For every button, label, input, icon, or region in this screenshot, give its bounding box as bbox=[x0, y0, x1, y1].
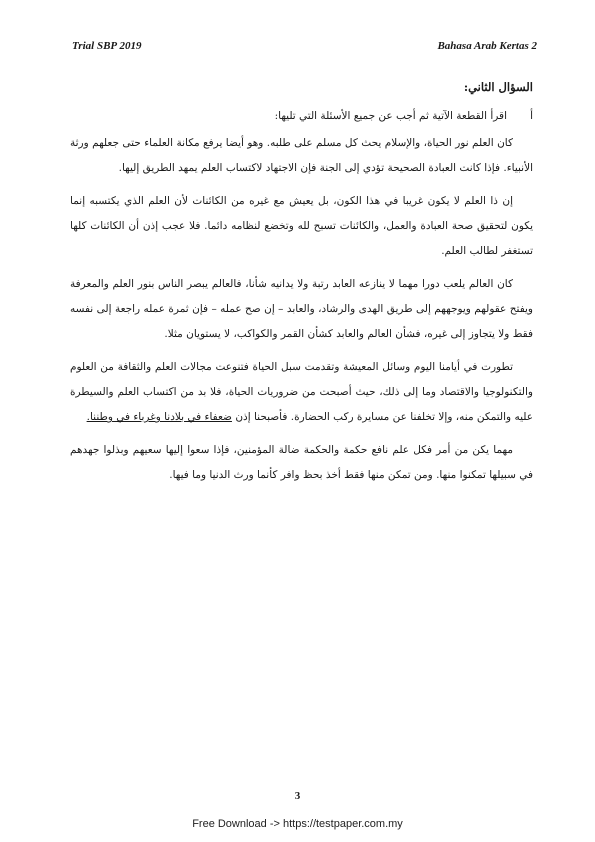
instruction-text: اقرأ القطعة الآتية ثم أجب عن جميع الأسئلة التي تليها: bbox=[274, 110, 507, 122]
instruction bbox=[70, 104, 533, 129]
footer-link[interactable]: Free Download -> https://testpaper.com.my bbox=[192, 818, 403, 830]
paragraph-4-text: تطورت في أيامنا اليوم وسائل المعيشة وتقدمت سبل الحياة فتنوعت مجالات العلم والثقافة من العلوم والتكنولوجيا والاقتصاد وما إلى ذلك، حيث أصبحت من ضروريات الحياة، فلا بد من اكتساب العلم والسيطرة عليه والتمكن منه، وإلا تخلفنا عن مسايرة ركب الحضارة. فأصبحنا إذن bbox=[70, 361, 533, 423]
instruction-marker: أ bbox=[530, 110, 533, 122]
header-left: Trial SBP 2019 bbox=[72, 40, 142, 52]
paragraph-3: كان العالم يلعب دورا مهما لا ينازعه العابد رتبة ولا يدانيه شأنا، فالعالم يبصر الناس بنور العلم والمعرفة ويفتح عقولهم ويوجههم إلى طريق الهدى والرشاد، والعابد – إن صح عمله – فإن ثمرة عمله راجعة إلى نفسه فقط ولا يتجاوز إلى غيره، فشأن العالم والعابد كشأن القمر والكواكب، لا يستويان مثلا. bbox=[70, 278, 533, 340]
paragraph-2: إن ذا العلم لا يكون غريبا في هذا الكون، بل يعيش مع غيره من الكائنات لأن العلم الذي يكتسبه إنما يكون لتحقيق صحة العبادة والعمل، والكائنات تسبح لله وتخضع لنظامه دائما. فلا عجب إذن أن الكائنات كلها تستغفر لطالب العلم. bbox=[70, 195, 533, 257]
passage bbox=[70, 75, 533, 496]
page-number: 3 bbox=[294, 790, 301, 802]
paragraph-5: مهما يكن من أمر فكل علم نافع حكمة والحكمة ضالة المؤمنين، فإذا سعوا إليها سعيهم وبذلوا جهدهم في سبيلها تمكنوا منها. ومن تمكن منها فقط أخذ بحظ وافر كأنما ورث الدنيا وما فيها. bbox=[70, 444, 533, 481]
paragraph-1: كان العلم نور الحياة، والإسلام يحث كل مسلم على طلبه. وهو أيضا يرفع مكانة العلماء حتى جعلهم ورثة الأنبياء. فإذا كانت العبادة الصحيحة تؤدي إلى الجنة فإن الاجتهاد لاكتساب العلم يمهد الطريق إليها. bbox=[70, 137, 533, 174]
section-title: السؤال الثاني: bbox=[463, 80, 533, 94]
paragraph-4 bbox=[70, 355, 533, 430]
underlined-phrase: ضعفاء في بلادنا وغرباء في وطننا. bbox=[86, 411, 232, 423]
header-right: Bahasa Arab Kertas 2 bbox=[437, 40, 537, 52]
